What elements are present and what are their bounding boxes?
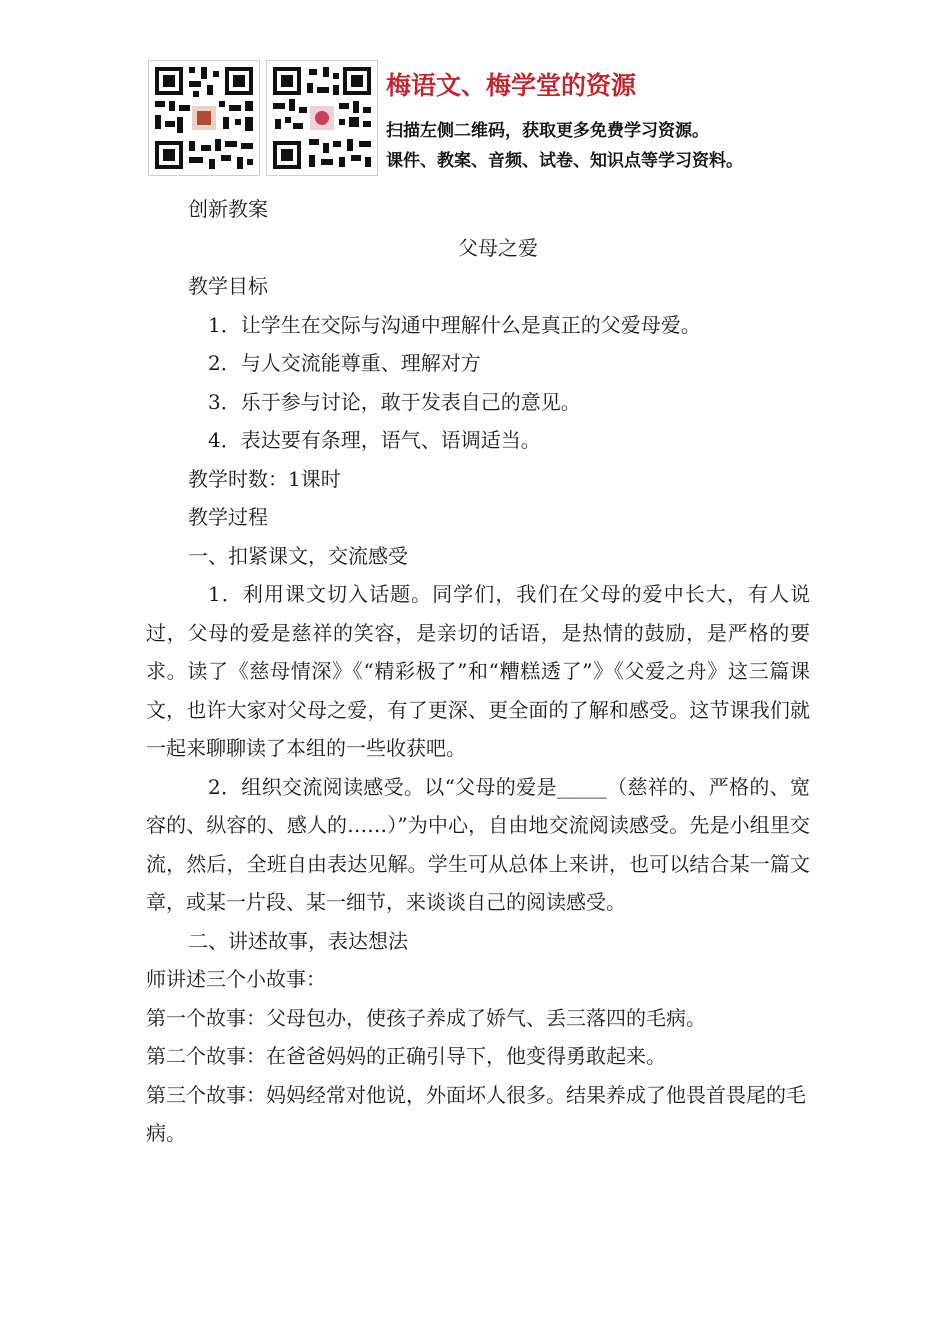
promo-banner: [148, 60, 828, 176]
qr-code-left[interactable]: [148, 60, 260, 176]
banner-subtitle-2: 课件、教案、音频、试卷、知识点等学习资料。: [386, 151, 743, 171]
document-body: [146, 190, 810, 1153]
stories-intro: 师讲述三个小故事：: [146, 967, 326, 991]
qr-code-right[interactable]: [266, 60, 378, 176]
process-heading: 教学过程: [188, 505, 268, 529]
goals-heading: 教学目标: [188, 274, 268, 298]
goal-item-2: 2．与人交流能尊重、理解对方: [208, 351, 481, 375]
goal-item-4: 4．表达要有条理，语气、语调适当。: [208, 428, 541, 452]
banner-subtitle-1: 扫描左侧二维码，获取更多免费学习资源。: [386, 121, 709, 141]
document-title: 父母之爱: [458, 235, 538, 260]
banner-title: 梅语文、梅学堂的资源: [386, 71, 637, 100]
section-2-heading: 二、讲述故事，表达想法: [188, 928, 408, 953]
story-1: 第一个故事：父母包办，使孩子养成了娇气、丢三落四的毛病。: [146, 1005, 706, 1030]
section-1-heading: 一、扣紧课文，交流感受: [188, 543, 408, 568]
story-3: 第三个故事：妈妈经常对他说，外面坏人很多。结果养成了他畏首畏尾的毛病。: [146, 1082, 806, 1145]
goal-item-1: 1．让学生在交际与沟通中理解什么是真正的父爱母爱。: [208, 312, 701, 337]
section-1-paragraph-1: 1．利用课文切入话题。同学们，我们在父母的爱中长大，有人说过，父母的爱是慈祥的笑容，是亲切的话语，是热情的鼓励，是严格的要求。读了《慈母情深》《“精彩极了”和“糟糕透了”》《父爱之舟》这三篇课文，也许大家对父母之爱，有了更深、更全面的了解和感受。这节课我们就一起来聊聊读了本组的一些收获吧。: [146, 582, 810, 760]
section-1-paragraph-2: 2．组织交流阅读感受。以“父母的爱是_____（慈祥的、严格的、宽容的、纵容的、感人的……）”为中心，自由地交流阅读感受。先是小组里交流，然后，全班自由表达见解。学生可从总体上来讲，也可以结合某一篇文章，或某一片段、某一细节，来谈谈自己的阅读感受。: [146, 774, 810, 914]
goal-item-3: 3．乐于参与讨论，敢于发表自己的意见。: [208, 389, 581, 414]
story-2: 第二个故事：在爸爸妈妈的正确引导下，他变得勇敢起来。: [146, 1044, 666, 1068]
teaching-hours: 教学时数：1课时: [188, 466, 341, 491]
document-label: 创新教案: [188, 197, 268, 221]
